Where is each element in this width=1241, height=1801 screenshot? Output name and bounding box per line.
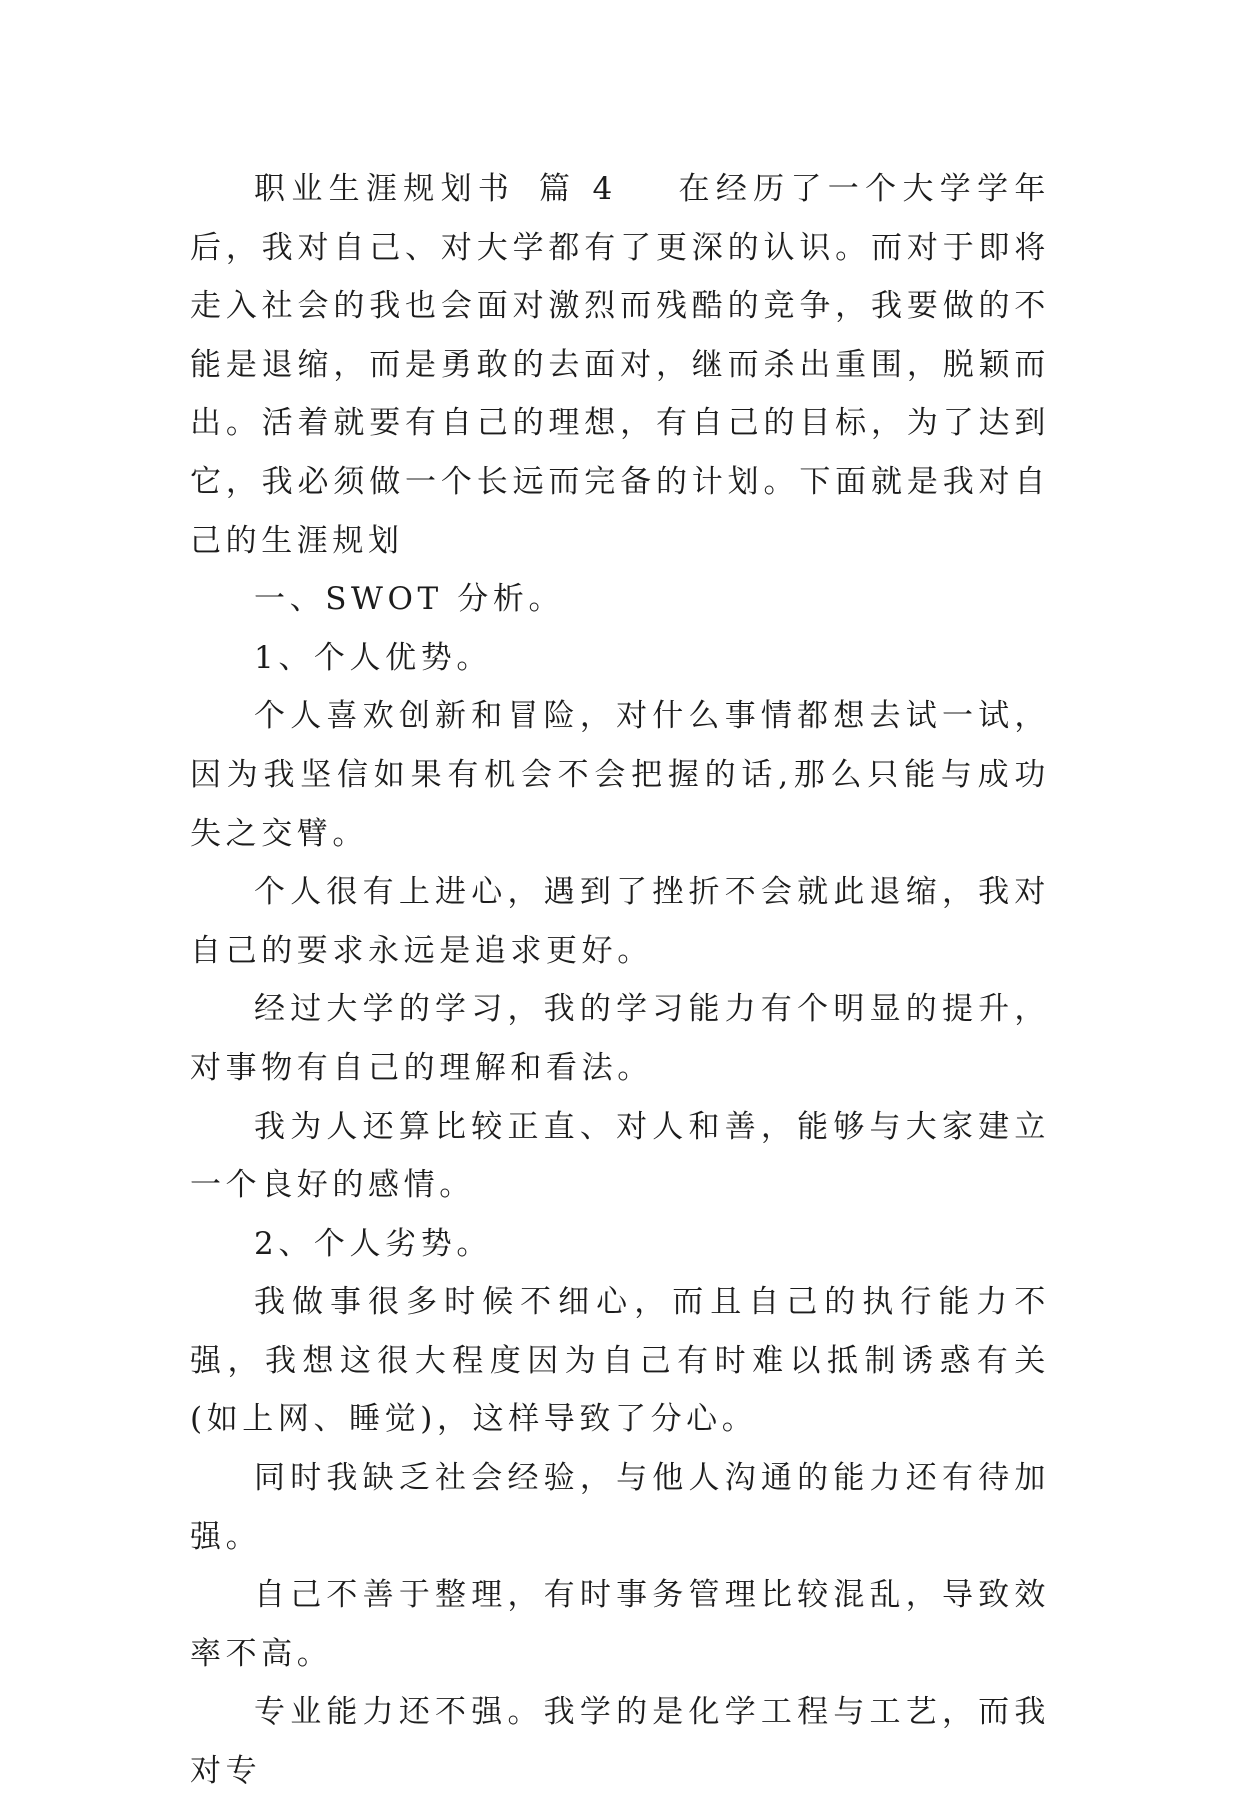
- paragraph: 我做事很多时候不细心，而且自己的执行能力不强，我想这很大程度因为自己有时难以抵制诱惑有关(如上网、睡觉)，这样导致了分心。: [190, 1284, 1050, 1438]
- paragraph: 自己不善于整理，有时事务管理比较混乱，导致效率不高。: [190, 1577, 1050, 1672]
- paragraph: 个人很有上进心，遇到了挫折不会就此退缩，我对自己的要求永远是追求更好。: [190, 874, 1050, 969]
- subheading-strengths: 1、个人优势。: [254, 639, 492, 676]
- intro-text: 在经历了一个大学学年后，我对自己、对大学都有了更深的认识。而对于即将走入社会的我也会面对激烈而残酷的竞争，我要做的不能是退缩，而是勇敢的去面对，继而杀出重围，脱颖而出。活着就要有自己的理想，有自己的目标，为了达到它，我必须做一个长远而完备的计划。下面就是我对自己的生涯规划: [190, 171, 1050, 559]
- intro-paragraph: [190, 160, 1050, 570]
- paragraph: 同时我缺乏社会经验，与他人沟通的能力还有待加强。: [190, 1460, 1050, 1555]
- document-title: 职业生涯规划书: [254, 171, 516, 207]
- paragraph: 经过大学的学习，我的学习能力有个明显的提升，对事物有自己的理解和看法。: [190, 991, 1050, 1086]
- document-body: [190, 160, 1050, 1801]
- section-heading-swot: 一、SWOT 分析。: [254, 581, 565, 618]
- paragraph: 专业能力还不强。我学的是化学工程与工艺，而我对专: [190, 1694, 1050, 1790]
- subheading-weaknesses: 2、个人劣势。: [254, 1225, 492, 1262]
- paragraph: 我为人还算比较正直、对人和善，能够与大家建立一个良好的感情。: [190, 1108, 1050, 1204]
- paragraph: 个人喜欢创新和冒险，对什么事情都想去试一试，因为我坚信如果有机会不会把握的话,那么只能与成功失之交臂。: [190, 698, 1050, 852]
- section-label: 篇 4: [537, 171, 617, 207]
